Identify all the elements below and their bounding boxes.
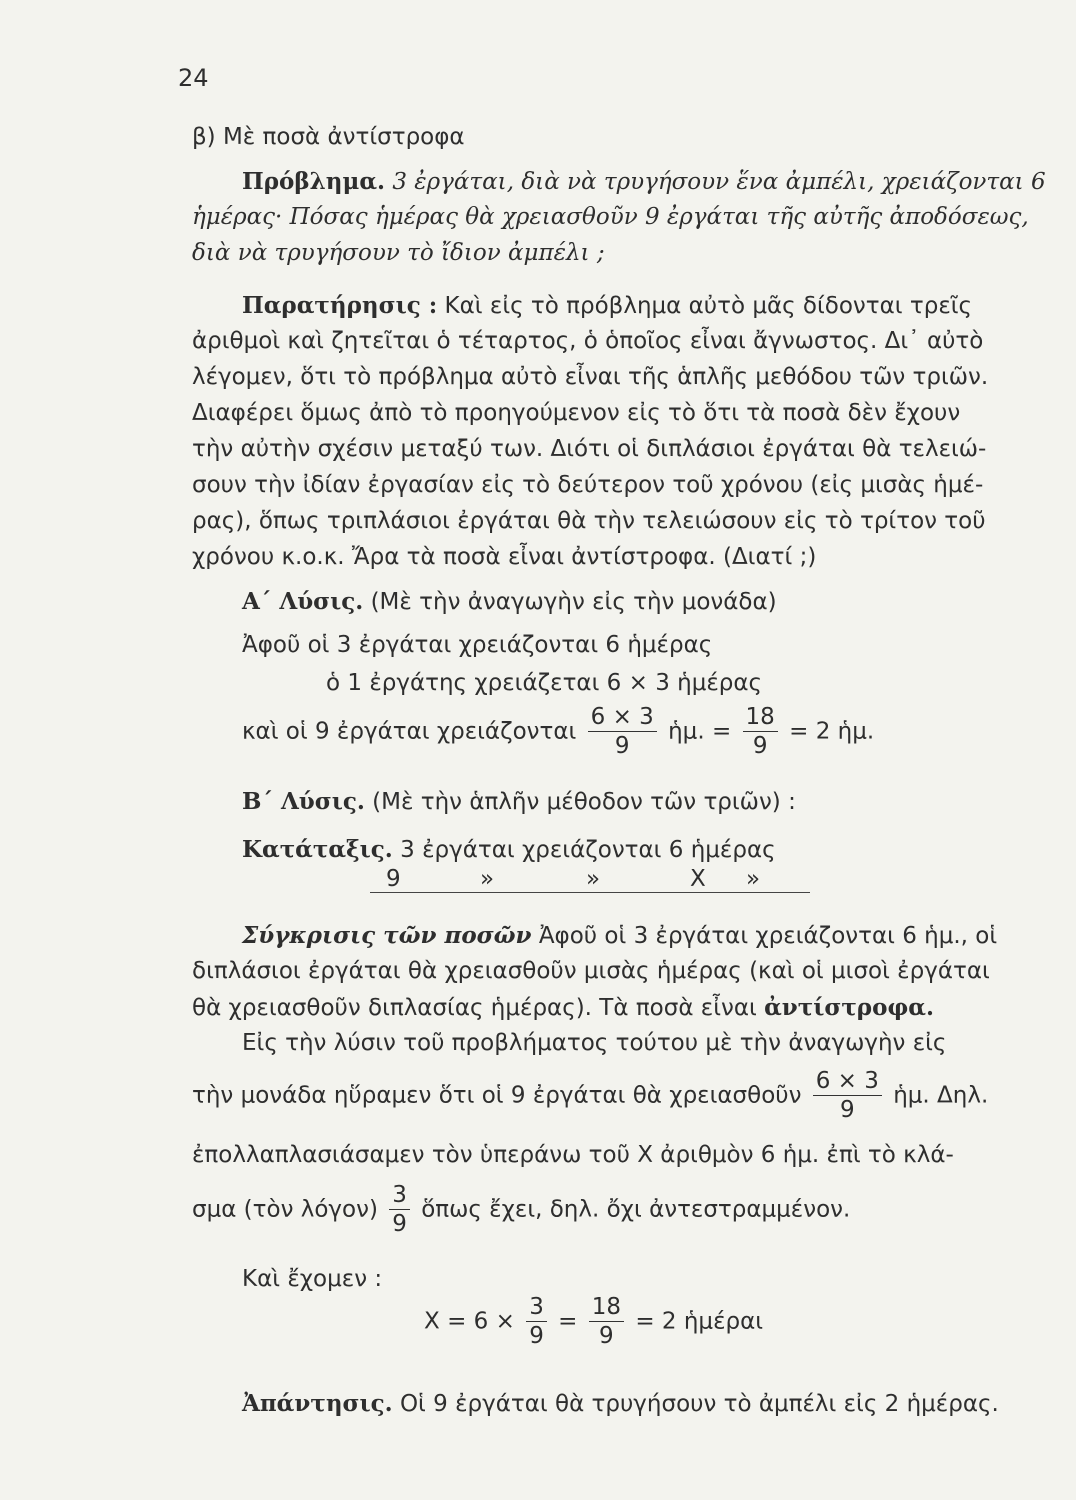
solution-a-heading bbox=[242, 590, 777, 614]
observation-line-4: Διαφέρει ὅμως ἀπὸ τὸ προηγούμενον εἰς τὸ ὅτι τὰ ποσὰ δὲν ἔχουν bbox=[192, 400, 961, 426]
paragraph-line-4-suffix: ὅπως ἔχει, δηλ. ὄχι ἀντεστραμμένον. bbox=[421, 1196, 851, 1223]
observation-line-7: ρας), ὅπως τριπλάσιοι ἐργάται θὰ τὴν τελειώσουν εἰς τὸ τρίτον τοῦ bbox=[192, 508, 986, 534]
answer-text: Οἱ 9 ἐργάται θὰ τρυγήσουν τὸ ἀμπέλι εἰς 2 ἡμέρας. bbox=[399, 1391, 999, 1417]
result-equation bbox=[424, 1296, 763, 1348]
comparison-emphasis: ἀντίστροφα. bbox=[764, 994, 934, 1021]
answer-line bbox=[242, 1392, 999, 1416]
comparison-line-1-text: Ἀφοῦ οἱ 3 ἐργάται χρειάζονται 6 ἡμ., οἱ bbox=[538, 923, 998, 949]
equals-sign: = bbox=[711, 718, 732, 745]
observation-line-8: χρόνου κ.ο.κ. Ἄρα τὰ ποσὰ εἶναι ἀντίστροφα. (Διατί ;) bbox=[192, 544, 817, 570]
fraction-denominator: 9 bbox=[599, 1323, 614, 1349]
problem-label: Πρόβλημα. bbox=[242, 168, 386, 195]
arrangement-label: Κατάταξις. bbox=[242, 836, 393, 863]
comparison-label: Σύγκρισις τῶν ποσῶν bbox=[242, 922, 532, 949]
fraction-numerator: 6 × 3 bbox=[588, 706, 657, 732]
fraction-denominator: 9 bbox=[529, 1323, 544, 1349]
arrangement-row-2-e: » bbox=[746, 866, 761, 892]
observation-label: Παρατήρησις : bbox=[242, 292, 438, 319]
arrangement-row-2-b: » bbox=[480, 866, 495, 892]
observation-line-3: λέγομεν, ὅτι τὸ πρόβλημα αὐτὸ εἶναι τῆς ἁπλῆς μεθόδου τῶν τριῶν. bbox=[192, 364, 989, 390]
problem-line-1 bbox=[242, 170, 1046, 194]
arrangement-row-2-a: 9 bbox=[386, 866, 401, 892]
comparison-line-3-text: θὰ χρειασθοῦν διπλασίας ἡμέρας). Τὰ ποσὰ εἶναι bbox=[192, 995, 757, 1021]
fraction-3-over-9 bbox=[389, 1184, 410, 1236]
fraction-numerator: 18 bbox=[589, 1296, 624, 1322]
solution-a-line-3-text: καὶ οἱ 9 ἐργάται χρειάζονται bbox=[242, 718, 577, 745]
paragraph-line-4 bbox=[192, 1184, 850, 1236]
result-equals: = bbox=[558, 1308, 578, 1335]
arrangement-rule bbox=[370, 892, 810, 893]
unit-label: ἡμ. bbox=[668, 718, 705, 745]
solution-a-line-3 bbox=[242, 706, 874, 758]
fraction-6x3-over-9-inline bbox=[813, 1070, 882, 1122]
result-fraction-18-over-9 bbox=[589, 1296, 624, 1348]
result-rhs: = 2 ἡμέραι bbox=[635, 1308, 764, 1335]
observation-line-2: ἀριθμοὶ καὶ ζητεῖται ὁ τέταρτος, ὁ ὁποῖος εἶναι ἄγνωστος. Δι᾽ αὐτὸ bbox=[192, 328, 984, 354]
paragraph-line-2-text: τὴν μονάδα ηὕραμεν ὅτι οἱ 9 ἐργάται θὰ χρειασθοῦν bbox=[192, 1082, 802, 1109]
section-heading: β) Μὲ ποσὰ ἀντίστροφα bbox=[192, 124, 465, 150]
paragraph-line-4-text: σμα (τὸν λόγον) bbox=[192, 1196, 378, 1223]
solution-b-heading bbox=[242, 790, 796, 814]
paragraph-line-2 bbox=[192, 1070, 988, 1122]
answer-label: Ἀπάντησις. bbox=[242, 1390, 393, 1417]
comparison-line-3 bbox=[192, 996, 934, 1020]
result-intro: Καὶ ἔχομεν : bbox=[242, 1266, 383, 1292]
problem-line-3: διὰ νὰ τρυγήσουν τὸ ἴδιον ἀμπέλι ; bbox=[192, 240, 605, 266]
arrangement-row-1 bbox=[242, 838, 776, 862]
solution-a-title: (Μὲ τὴν ἀναγωγὴν εἰς τὴν μονάδα) bbox=[370, 589, 777, 615]
comparison-line-1 bbox=[242, 924, 997, 948]
fraction-denominator: 9 bbox=[614, 733, 630, 759]
fraction-denominator: 9 bbox=[840, 1097, 855, 1123]
fraction-numerator: 18 bbox=[743, 706, 778, 732]
problem-text: 3 ἐργάται, διὰ νὰ τρυγήσουν ἕνα ἀμπέλι, χρειάζονται 6 bbox=[392, 169, 1046, 195]
fraction-numerator: 3 bbox=[389, 1184, 410, 1210]
paragraph-line-1: Εἰς τὴν λύσιν τοῦ προβλήματος τούτου μὲ τὴν ἀναγωγὴν εἰς bbox=[242, 1030, 947, 1056]
solution-a-label: Α΄ Λύσις. bbox=[242, 588, 364, 615]
arrangement-row-1-text: 3 ἐργάται χρειάζονται 6 ἡμέρας bbox=[400, 837, 776, 863]
arrangement-row-2-d: Χ bbox=[690, 866, 706, 892]
result-lhs: Χ = 6 × bbox=[424, 1308, 515, 1335]
page-number: 24 bbox=[178, 64, 209, 92]
fraction-numerator: 6 × 3 bbox=[813, 1070, 882, 1096]
result-fraction-3-over-9 bbox=[526, 1296, 547, 1348]
observation-line-5: τὴν αὐτὴν σχέσιν μεταξύ των. Διότι οἱ διπλάσιοι ἐργάται θὰ τελειώ- bbox=[192, 436, 987, 462]
solution-a-line-1: Ἀφοῦ οἱ 3 ἐργάται χρειάζονται 6 ἡμέρας bbox=[242, 632, 713, 658]
problem-line-2: ἡμέρας· Πόσας ἡμέρας θὰ χρειασθοῦν 9 ἐργάται τῆς αὐτῆς ἀποδόσεως, bbox=[192, 204, 1029, 230]
paragraph-line-3: ἐπολλαπλασιάσαμεν τὸν ὑπεράνω τοῦ Χ ἀριθμὸν 6 ἡμ. ἐπὶ τὸ κλά- bbox=[192, 1142, 954, 1168]
solution-b-title: (Μὲ τὴν ἁπλῆν μέθοδον τῶν τριῶν) : bbox=[372, 789, 796, 815]
solution-b-label: Β΄ Λύσις. bbox=[242, 788, 365, 815]
fraction-denominator: 9 bbox=[392, 1211, 407, 1237]
fraction-18-over-9 bbox=[743, 706, 778, 758]
solution-a-result: = 2 ἡμ. bbox=[789, 718, 875, 745]
observation-text: Καὶ εἰς τὸ πρόβλημα αὐτὸ μᾶς δίδονται τρεῖς bbox=[444, 293, 973, 319]
solution-a-line-2: ὁ 1 ἐργάτης χρειάζεται 6 × 3 ἡμέρας bbox=[326, 670, 763, 696]
paragraph-line-2-suffix: ἡμ. Δηλ. bbox=[893, 1082, 989, 1109]
arrangement-row-2-c: » bbox=[586, 866, 601, 892]
fraction-numerator: 3 bbox=[526, 1296, 547, 1322]
observation-line-1 bbox=[242, 294, 972, 318]
fraction-6x3-over-9 bbox=[588, 706, 657, 758]
observation-line-6: σουν τὴν ἰδίαν ἐργασίαν εἰς τὸ δεύτερον τοῦ χρόνου (εἰς μισὰς ἡμέ- bbox=[192, 472, 984, 498]
comparison-line-2: διπλάσιοι ἐργάται θὰ χρειασθοῦν μισὰς ἡμέρας (καὶ οἱ μισοὶ ἐργάται bbox=[192, 958, 990, 984]
fraction-denominator: 9 bbox=[752, 733, 768, 759]
